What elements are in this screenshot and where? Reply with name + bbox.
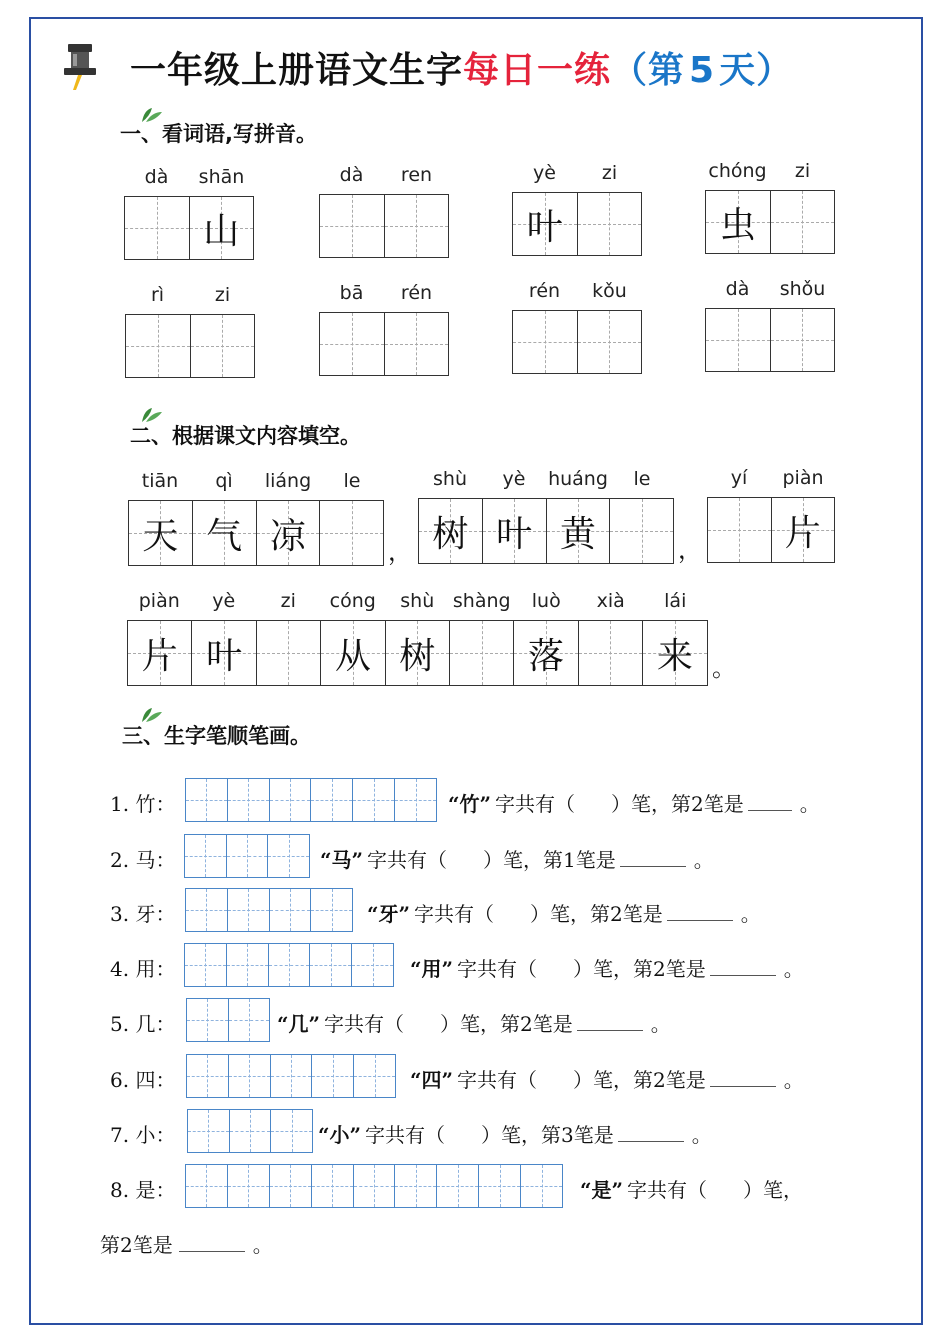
- punctuation-mark: 。: [712, 654, 736, 682]
- fill-line2-char: 片: [141, 635, 178, 677]
- fill-line1-1-char: 天: [142, 515, 179, 557]
- section-3-heading: 三、生字笔顺笔画。: [122, 724, 311, 748]
- stroke-text-b: ）笔，第2笔是: [530, 902, 663, 926]
- fill-line2-pinyin: lái: [664, 590, 687, 612]
- word-1-char: 山: [203, 210, 240, 252]
- fill-line1-1-char: 凉: [269, 515, 306, 557]
- stroke-question-label: 3. 牙：: [110, 902, 176, 926]
- stroke-question-label: 8. 是：: [110, 1178, 176, 1202]
- fill-line1-1-pinyin: tiān: [141, 470, 179, 492]
- stroke-cell[interactable]: [267, 835, 309, 877]
- stroke-cell[interactable]: [187, 999, 228, 1041]
- stroke-text-end: 。: [783, 957, 804, 981]
- stroke-cell[interactable]: [353, 1055, 395, 1097]
- stroke-cell[interactable]: [186, 889, 227, 931]
- stroke-cell[interactable]: [309, 944, 351, 986]
- word-1-cell: [189, 197, 254, 259]
- stroke-cell[interactable]: [228, 1055, 270, 1097]
- stroke-target-char: “用”: [410, 957, 454, 981]
- stroke-text-end: 。: [799, 792, 820, 816]
- word-3-tianzige: [512, 192, 642, 256]
- fill-line2-pinyin: cóng: [329, 590, 376, 612]
- word-4-char: 虫: [719, 204, 756, 246]
- word-6-pinyin: bā: [339, 282, 364, 304]
- word-2-cell[interactable]: [384, 195, 449, 257]
- word-4-cell: [706, 191, 770, 253]
- stroke-cell[interactable]: [186, 1165, 227, 1207]
- fill-line2-char: 落: [528, 635, 565, 677]
- stroke-answer-blank[interactable]: [748, 792, 792, 811]
- fill-line1-2-cell: [419, 499, 482, 563]
- stroke-answer-blank[interactable]: [618, 1123, 684, 1142]
- fill-line2-cell[interactable]: [449, 621, 513, 685]
- fill-line2-char: 来: [656, 635, 693, 677]
- stroke-question-label: 1. 竹：: [110, 792, 176, 816]
- word-4-tianzige: [705, 190, 835, 254]
- fill-line1-1-cell: [129, 501, 192, 565]
- fill-line1-2-char: 黄: [559, 513, 596, 555]
- word-5-pinyin: rì: [150, 284, 165, 306]
- fill-line1-1-pinyin: qì: [215, 470, 233, 492]
- section-2-heading: 二、根据课文内容填空。: [130, 424, 361, 448]
- fill-line1-2-char: 叶: [496, 513, 533, 555]
- stroke-target-char: “四”: [410, 1068, 454, 1092]
- stroke-target-char: “牙”: [367, 902, 411, 926]
- word-4-cell[interactable]: [770, 191, 835, 253]
- word-8-pinyin: dà: [725, 278, 750, 300]
- stroke-text-a: 字共有（: [457, 1068, 538, 1092]
- fill-line2-pinyin: piàn: [138, 590, 180, 612]
- word-5-cell[interactable]: [190, 315, 255, 377]
- stroke-text-b: ）笔，第1笔是: [483, 848, 616, 872]
- stroke-text-end: 。: [693, 848, 714, 872]
- word-1-pinyin: dà: [144, 166, 169, 188]
- word-6-cell[interactable]: [320, 313, 384, 375]
- stroke-target-char: “是”: [580, 1178, 624, 1202]
- word-2-pinyin: ren: [400, 164, 433, 186]
- title-part4: 天）: [719, 50, 794, 91]
- stroke-cell[interactable]: [229, 1110, 271, 1152]
- word-3-cell: [513, 193, 577, 255]
- title-part3: （第: [611, 50, 686, 91]
- stroke-cell[interactable]: [226, 835, 268, 877]
- word-6-cell[interactable]: [384, 313, 449, 375]
- stroke-cell[interactable]: [269, 1165, 311, 1207]
- stroke-cell[interactable]: [353, 1165, 395, 1207]
- stroke-order-writing-box[interactable]: [185, 1164, 563, 1208]
- word-5-tianzige: [125, 314, 255, 378]
- stroke-text-end: 。: [783, 1068, 804, 1092]
- word-8-pinyin: shǒu: [779, 278, 826, 300]
- word-7-cell[interactable]: [577, 311, 642, 373]
- stroke-question-text: [367, 898, 761, 927]
- word-7-cell[interactable]: [513, 311, 577, 373]
- fill-line2-tianzige: [127, 620, 708, 686]
- stroke-text-b: ）笔，: [743, 1178, 804, 1202]
- stroke-text-b: ）笔，第2笔是: [573, 1068, 706, 1092]
- fill-line1-2-pinyin: le: [633, 468, 651, 490]
- stroke-text-a: 字共有（: [495, 792, 576, 816]
- stroke-8-continuation: [100, 1229, 273, 1258]
- word-2-pinyin: dà: [339, 164, 364, 186]
- word-6-pinyin: rén: [400, 282, 433, 304]
- fill-line1-2-pinyin: yè: [502, 468, 526, 490]
- fill-line2-pinyin: shàng: [452, 590, 511, 612]
- stroke-cell[interactable]: [188, 1110, 229, 1152]
- fill-line1-3-pinyin: yí: [730, 467, 748, 489]
- stroke-answer-blank[interactable]: [667, 902, 733, 921]
- stroke-text-a: 字共有（: [414, 902, 495, 926]
- word-3-pinyin: zi: [601, 162, 618, 184]
- stroke-question-text: [410, 953, 804, 982]
- word-8-cell[interactable]: [770, 309, 835, 371]
- stroke-order-writing-box[interactable]: [185, 778, 437, 822]
- stroke-order-writing-box[interactable]: [185, 888, 353, 932]
- punctuation-mark: ，: [388, 538, 412, 566]
- stroke-cell[interactable]: [227, 1165, 269, 1207]
- stroke-text-end: 。: [650, 1012, 671, 1036]
- stroke-target-char: “几”: [277, 1012, 321, 1036]
- stroke-question-text: [580, 1174, 803, 1203]
- stroke-target-char: “竹”: [448, 792, 492, 816]
- stroke-cell[interactable]: [227, 889, 269, 931]
- fill-line2-pinyin: yè: [212, 590, 236, 612]
- stroke-cell[interactable]: [185, 835, 226, 877]
- word-7-tianzige: [512, 310, 642, 374]
- word-8-tianzige: [705, 308, 835, 372]
- fill-line2-char: 从: [334, 635, 371, 677]
- stroke-order-writing-box[interactable]: [184, 943, 394, 987]
- stroke-target-char: “马”: [320, 848, 364, 872]
- stroke-order-writing-box[interactable]: [184, 834, 310, 878]
- stroke-question-text: [318, 1119, 712, 1148]
- stroke-cell[interactable]: [310, 779, 352, 821]
- stroke-cell[interactable]: [520, 1165, 562, 1207]
- fill-line2-pinyin: shù: [400, 590, 435, 612]
- fill-line1-1-cell: [256, 501, 320, 565]
- word-4-pinyin: zi: [794, 160, 811, 182]
- word-1-cell[interactable]: [125, 197, 189, 259]
- stroke-text-end: 。: [691, 1123, 712, 1147]
- fill-line2-cell: [191, 621, 255, 685]
- fill-line1-2-cell[interactable]: [609, 499, 673, 563]
- word-6-tianzige: [319, 312, 449, 376]
- stroke-text-a: 字共有（: [367, 848, 448, 872]
- fill-line1-2-cell: [546, 499, 610, 563]
- fill-line1-1-pinyin: le: [343, 470, 361, 492]
- stroke-answer-blank[interactable]: [577, 1012, 643, 1031]
- stroke-cell[interactable]: [310, 889, 352, 931]
- stroke-text-b: ）笔，第2笔是: [611, 792, 744, 816]
- stroke-order-writing-box[interactable]: [187, 1109, 313, 1153]
- stroke-question-text: [448, 788, 820, 817]
- pushpin-icon: [60, 40, 102, 92]
- fill-line1-1-char: 气: [206, 515, 243, 557]
- word-2-cell[interactable]: [320, 195, 384, 257]
- stroke-order-writing-box[interactable]: [186, 1054, 396, 1098]
- stroke-text-b: ）笔，第3笔是: [481, 1123, 614, 1147]
- fill-line1-2-cell: [482, 499, 546, 563]
- stroke-cell[interactable]: [226, 944, 268, 986]
- fill-line2-pinyin: luò: [531, 590, 561, 612]
- fill-line2-pinyin: xià: [596, 590, 625, 612]
- word-5-pinyin: zi: [214, 284, 231, 306]
- word-7-pinyin: rén: [528, 280, 561, 302]
- stroke-cell[interactable]: [352, 779, 394, 821]
- stroke-text-a: 字共有（: [457, 957, 538, 981]
- fill-line1-1-cell: [192, 501, 256, 565]
- stroke-cell[interactable]: [351, 944, 393, 986]
- title-part2: 每日一练: [463, 50, 612, 91]
- stroke-question-text: [320, 844, 714, 873]
- stroke-8-cont-end: 。: [252, 1233, 273, 1257]
- stroke-cell[interactable]: [187, 1055, 228, 1097]
- stroke-cell[interactable]: [311, 1165, 353, 1207]
- stroke-question-text: [410, 1064, 804, 1093]
- word-1-pinyin: shān: [198, 166, 245, 188]
- stroke-8-answer-blank[interactable]: [179, 1233, 245, 1252]
- stroke-cell[interactable]: [269, 889, 311, 931]
- stroke-text-a: 字共有（: [365, 1123, 446, 1147]
- stroke-text-b: ）笔，第2笔是: [440, 1012, 573, 1036]
- stroke-cell[interactable]: [394, 1165, 436, 1207]
- page-title: [130, 46, 793, 96]
- fill-line1-3-pinyin: piàn: [782, 467, 824, 489]
- fill-line2-cell: [385, 621, 449, 685]
- fill-line1-3-tianzige: [707, 497, 835, 563]
- stroke-question-label: 4. 用：: [110, 957, 176, 981]
- word-3-cell[interactable]: [577, 193, 642, 255]
- word-1-tianzige: [124, 196, 254, 260]
- stroke-text-a: 字共有（: [324, 1012, 405, 1036]
- fill-line1-2-pinyin: huáng: [548, 468, 608, 490]
- fill-line1-3-cell[interactable]: [708, 498, 771, 562]
- title-part1: 一年级上册语文生字: [130, 50, 464, 91]
- fill-line2-cell[interactable]: [578, 621, 642, 685]
- stroke-answer-blank[interactable]: [710, 1068, 776, 1087]
- stroke-text-b: ）笔，第2笔是: [573, 957, 706, 981]
- title-day: 5: [689, 50, 716, 91]
- fill-line2-char: 树: [399, 635, 436, 677]
- word-7-pinyin: kǒu: [592, 280, 627, 302]
- fill-line2-pinyin: zi: [280, 590, 296, 612]
- section-1-heading: 一、看词语,写拼音。: [120, 122, 317, 146]
- word-2-tianzige: [319, 194, 449, 258]
- word-3-char: 叶: [526, 206, 563, 248]
- stroke-cell[interactable]: [311, 1055, 353, 1097]
- fill-line1-3-cell: [771, 498, 835, 562]
- stroke-cell[interactable]: [268, 944, 310, 986]
- stroke-cell[interactable]: [436, 1165, 478, 1207]
- stroke-question-label: 5. 几：: [110, 1012, 176, 1036]
- stroke-cell[interactable]: [478, 1165, 520, 1207]
- word-4-pinyin: chóng: [708, 160, 767, 182]
- stroke-answer-blank[interactable]: [710, 957, 776, 976]
- stroke-8-cont-text: 第2笔是: [100, 1233, 173, 1257]
- word-3-pinyin: yè: [533, 162, 556, 184]
- stroke-cell[interactable]: [269, 779, 311, 821]
- word-5-cell[interactable]: [126, 315, 190, 377]
- fill-line1-1-pinyin: liáng: [264, 470, 312, 492]
- fill-line2-cell: [320, 621, 384, 685]
- stroke-question-label: 7. 小：: [110, 1123, 176, 1147]
- fill-line1-2-tianzige: [418, 498, 674, 564]
- stroke-cell[interactable]: [185, 944, 226, 986]
- fill-line2-cell: [128, 621, 191, 685]
- stroke-cell[interactable]: [227, 779, 269, 821]
- stroke-target-char: “小”: [318, 1123, 362, 1147]
- fill-line2-cell: [642, 621, 706, 685]
- stroke-answer-blank[interactable]: [620, 848, 686, 867]
- stroke-cell[interactable]: [394, 779, 436, 821]
- word-8-cell[interactable]: [706, 309, 770, 371]
- stroke-cell[interactable]: [186, 779, 227, 821]
- fill-line1-3-char: 片: [784, 512, 821, 554]
- fill-line1-2-pinyin: shù: [433, 468, 467, 490]
- fill-line1-1-tianzige: [128, 500, 384, 566]
- fill-line2-char: 叶: [206, 635, 243, 677]
- stroke-question-label: 6. 四：: [110, 1068, 176, 1092]
- stroke-cell[interactable]: [228, 999, 270, 1041]
- stroke-question-label: 2. 马：: [110, 848, 176, 872]
- stroke-text-a: 字共有（: [627, 1178, 708, 1202]
- stroke-order-writing-box[interactable]: [186, 998, 270, 1042]
- fill-line2-cell: [513, 621, 577, 685]
- punctuation-mark: ，: [678, 536, 702, 564]
- stroke-cell[interactable]: [270, 1110, 312, 1152]
- stroke-question-text: [277, 1008, 671, 1037]
- stroke-cell[interactable]: [270, 1055, 312, 1097]
- fill-line1-2-char: 树: [432, 513, 469, 555]
- stroke-text-end: 。: [740, 902, 761, 926]
- fill-line2-cell[interactable]: [256, 621, 320, 685]
- fill-line1-1-cell[interactable]: [319, 501, 383, 565]
